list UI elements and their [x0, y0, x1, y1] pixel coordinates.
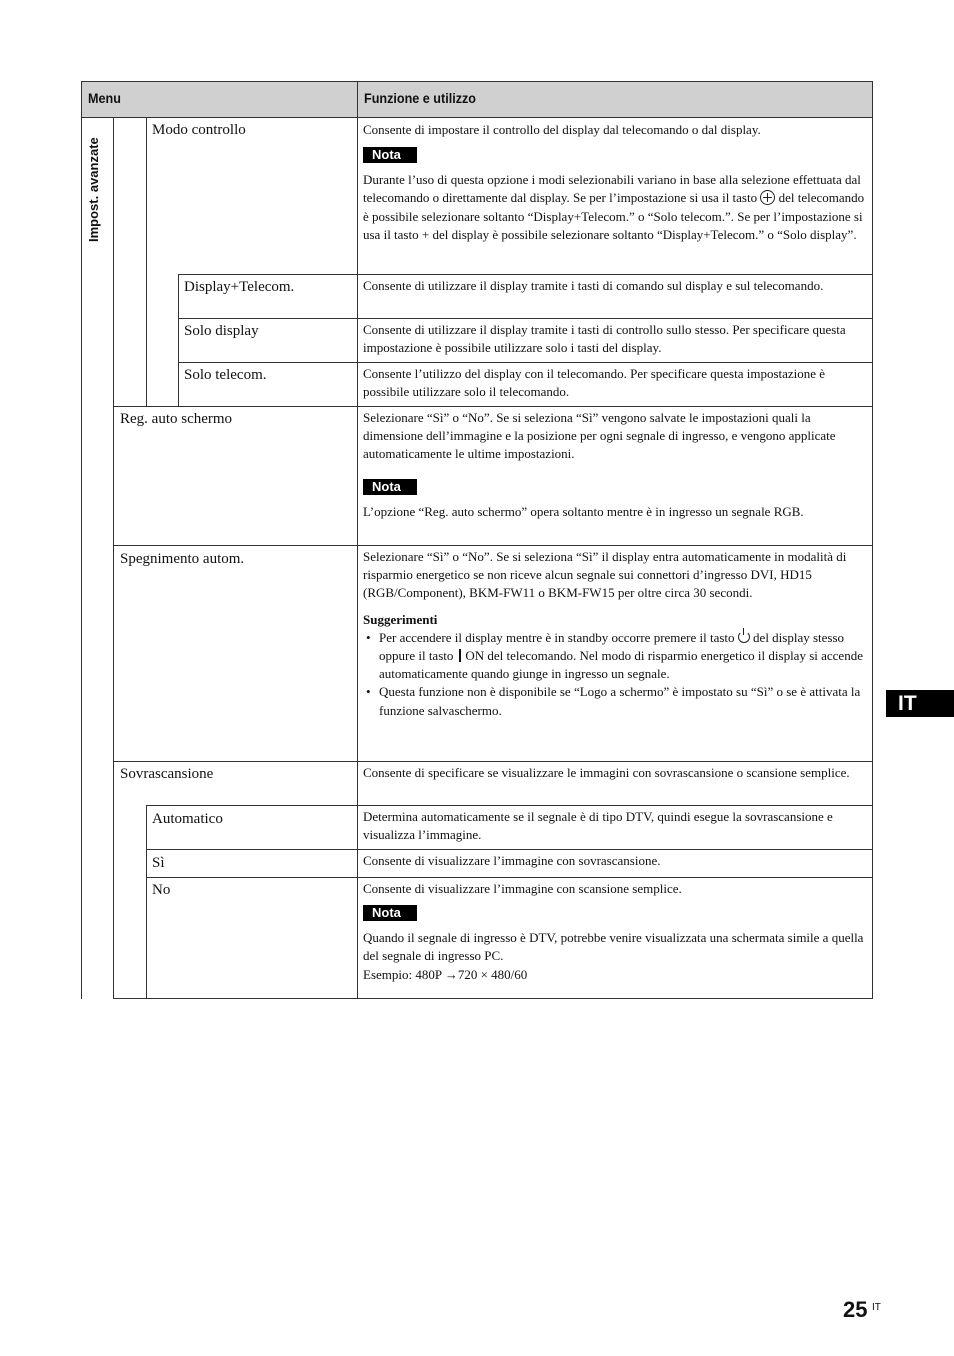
menu-item-automatico: Automatico [152, 811, 223, 827]
desc-solo-display: Consente di utilizzare il display tramite i tasti di controllo sullo stesso. Per specificare questa impostazione è possibile utilizzare solo i tasti del display. [363, 322, 846, 356]
desc-reg-auto-schermo: Selezionare “Sì” o “No”. Se si seleziona “Sì” vengono salvate le impostazioni quali la dimensione dell’immagine e la posizione per ogni segnale di ingresso, e vengono applicate automaticamente le ultime impostazioni. Nota L’opzione “Reg. auto schermo” opera soltanto mentre è in ingresso un segnale RGB. [363, 410, 836, 519]
section-label: Impost. avanzate [86, 137, 101, 242]
menu-item-solo-display: Solo display [184, 323, 259, 339]
desc-modo-controllo: Consente di impostare il controllo del display dal telecomando o dal display. Nota Durante l’uso di questa opzione i modi selezionabili variano in base alla selezione effettuata dal telecomando o direttamente dal display. Se per l’impostazione si usa il tasto del telecomando è possibile selezionare soltanto “Display+Telecom.” o “Solo telecom.”. Se per l’impostazione si usa il tasto + del display è possibile selezionare soltanto “Display+Telecom.” o “Solo display”. [363, 121, 865, 244]
nota-badge: Nota [363, 479, 417, 495]
joystick-button-icon [760, 190, 775, 205]
desc-display-telecom: Consente di utilizzare il display tramite i tasti di comando sul display e sul telecomando. [363, 278, 824, 293]
desc-sovrascansione: Consente di specificare se visualizzare le immagini con sovrascansione o scansione semplice. [363, 765, 850, 780]
menu-item-modo-controllo: Modo controllo [152, 122, 246, 138]
menu-item-si: Sì [152, 855, 165, 871]
plus-button-icon: + [421, 226, 430, 242]
header-menu: Menu [88, 90, 121, 106]
menu-item-sovrascansione: Sovrascansione [120, 766, 214, 782]
header-funzione: Funzione e utilizzo [364, 90, 476, 106]
desc-automatico: Determina automaticamente se il segnale è di tipo DTV, quindi esegue la sovrascansione e visualizza l’immagine. [363, 809, 833, 843]
desc-no: Consente di visualizzare l’immagine con scansione semplice. Nota Quando il segnale di ingresso è DTV, potrebbe venire visualizzata una schermata simile a quella del segnale di ingresso PC. Esempio: 480P →720 × 480/60 [363, 881, 864, 982]
menu-item-solo-telecom: Solo telecom. [184, 367, 267, 383]
nota-badge: Nota [363, 905, 417, 921]
tip-item: • Questa funzione non è disponibile se “Logo a schermo” è impostato su “Sì” o se è attivata la funzione salvaschermo. [363, 683, 865, 719]
menu-item-reg-auto-schermo: Reg. auto schermo [120, 411, 233, 427]
menu-item-display-telecom: Display+Telecom. [184, 279, 295, 295]
nota-badge: Nota [363, 147, 417, 163]
language-tab: IT [886, 690, 954, 717]
menu-item-spegnimento-autom: Spegnimento autom. [120, 551, 245, 567]
desc-si: Consente di visualizzare l’immagine con sovrascansione. [363, 853, 661, 868]
page-number: 25 [843, 1297, 868, 1322]
tip-item: • Per accendere il display mentre è in standby occorre premere il tasto del display stesso oppure il tasto ON del telecomando. Nel modo di risparmio energetico il display si accende automaticamente quando giunge in ingresso un segnale. [363, 629, 865, 684]
menu-item-no: No [152, 882, 171, 898]
table-header-bg [82, 82, 872, 118]
desc-solo-telecom: Consente l’utilizzo del display con il telecomando. Per specificare questa impostazione è possibile utilizzare solo il telecomando. [363, 366, 826, 400]
desc-spegnimento-autom: Selezionare “Sì” o “No”. Se si seleziona “Sì” il display entra automaticamente in modalità di risparmio energetico se non riceve alcun segnale sui connettori d’ingresso DVI, HD15 (RGB/Component), BKM-FW11 o BKM-FW15 per oltre circa 30 secondi. Suggerimenti • Per accendere il display mentre è in standby occorre premere il tasto del display stesso oppure il tasto ON del telecomando. Nel modo di risparmio energetico il display si accende automaticamente quando giunge in ingresso un segnale. • Questa funzione non è disponibile se “Logo a schermo” è impostato su “Sì” o se è attivata la funzione salvaschermo. [363, 548, 865, 720]
on-bar-icon [459, 649, 461, 662]
tips-heading: Suggerimenti [363, 611, 438, 627]
page-language: IT [872, 1302, 881, 1313]
power-icon [738, 631, 750, 643]
